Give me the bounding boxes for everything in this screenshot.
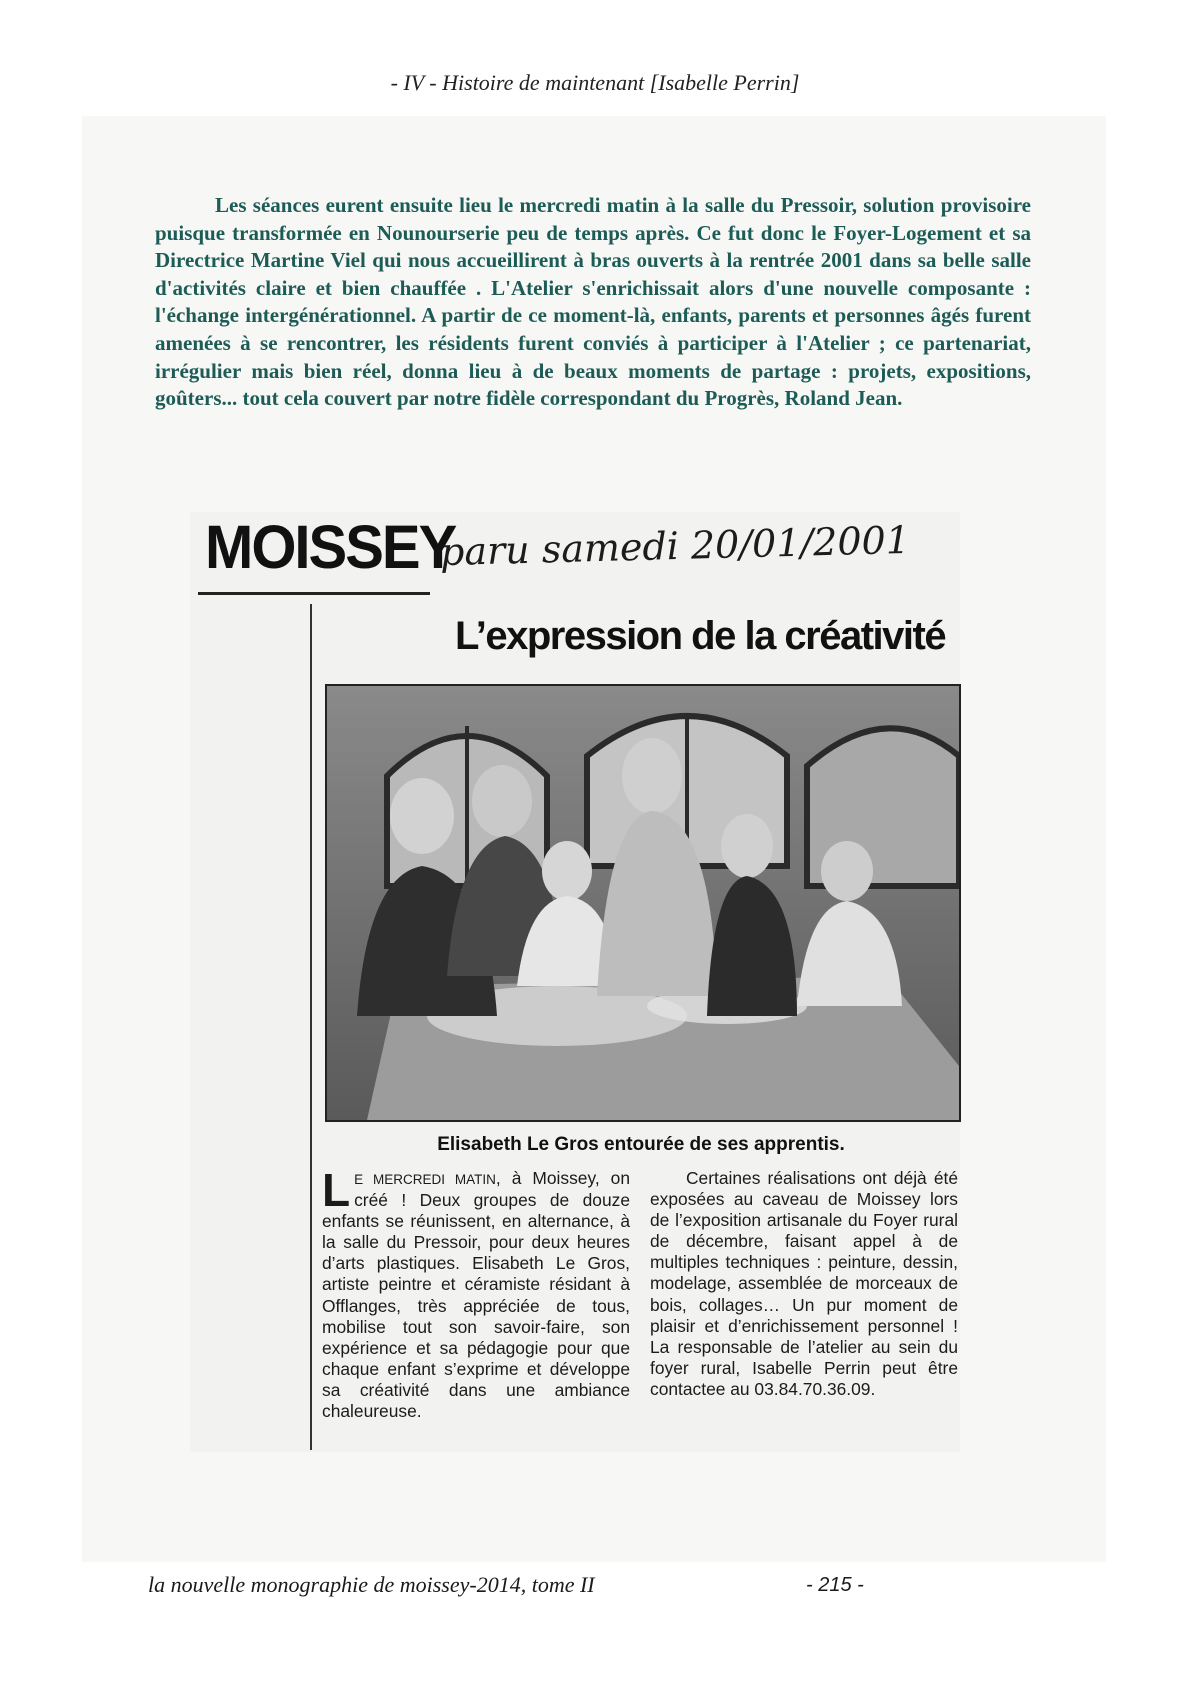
article-photo: [325, 684, 961, 1122]
article-column-left: [322, 1164, 630, 1422]
running-title: - IV - Histoire de maintenant [Isabelle Perrin]: [390, 70, 800, 95]
footer-title: la nouvelle monographie de moissey-2014, tome II: [148, 1572, 595, 1597]
masthead-rule: [198, 592, 430, 595]
column-rule: [310, 604, 312, 1450]
lead-in: E MERCREDI MATIN: [354, 1172, 496, 1187]
newspaper-masthead: MOISSEY: [205, 513, 456, 582]
handwritten-date-note: paru samedi 20/01/2001: [439, 517, 911, 575]
intro-paragraph: Les séances eurent ensuite lieu le mercredi matin à la salle du Pressoir, solution provisoire puisque transformée en Nounourserie peu de temps après. Ce fut donc le Foyer-Logement et sa Directrice Martine Viel qui nous accueillirent à bras ouverts à la rentrée 2001 dans sa belle salle d'activités claire et bien chauffée . L'Atelier s'enrichissait alors d'une nouvelle composante : l'échange intergénérationnel. A partir de ce moment-là, enfants, parents et personnes âgés furent amenées à se rencontrer, les résidents furent conviés à participer à l'Atelier ; ce partenariat, irrégulier mais bien réel, donna lieu à de beaux moments de partage : projets, expositions, goûters... tout cela couvert par notre fidèle correspondant du Progrès, Roland Jean.: [155, 193, 1031, 411]
photo-caption: Elisabeth Le Gros entourée de ses apprentis.: [437, 1134, 845, 1155]
article-column-right: Certaines réalisations ont déjà été exposées au caveau de Moissey lors de l’exposition artisanale du Foyer rural de décembre, faisant appel à de multiples techniques : peinture, dessin, modelage, assemblée de morceaux de bois, collages… Un pur moment de plaisir et d’enrichissement personnel ! La responsable de l’atelier au sein du foyer rural, Isabelle Perrin peut être contactee au 03.84.70.36.09.: [650, 1168, 958, 1399]
article-headline: L’expression de la créativité: [455, 614, 946, 658]
column-left-text: , à Moissey, on créé ! Deux groupes de douze enfants se réunissent, en alternance, à la salle du Pressoir, pour deux heures d’arts plastiques. Elisabeth Le Gros, artiste peintre et céramiste résidant à Offlanges, très appréciée de tous, mobilise tout son savoir-faire, son expérience et sa pédagogie pour que chaque enfant s’exprime et développe sa créativité dans une ambiance chaleureuse.: [322, 1168, 630, 1422]
drop-cap: L: [322, 1164, 351, 1216]
page-number: - 215 -: [806, 1574, 864, 1596]
